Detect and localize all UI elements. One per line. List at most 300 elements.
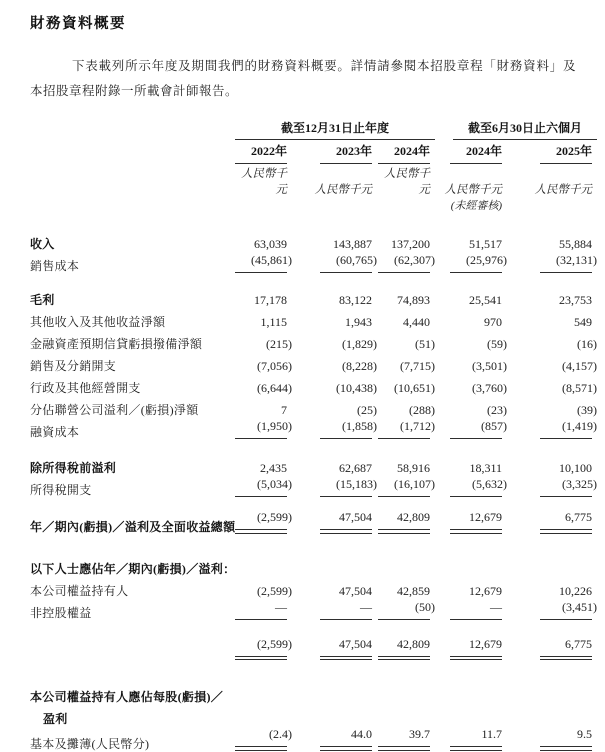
cell-value: [292, 396, 377, 418]
cell-value: [435, 577, 507, 599]
value-text: 58,916: [397, 461, 431, 475]
single-rule: [540, 272, 592, 273]
cell-value: [377, 555, 435, 577]
year-label: 2025年: [556, 144, 593, 158]
unit-label: 人民幣千元: [241, 168, 287, 196]
column-group-row: [30, 119, 597, 140]
single-rule: [320, 272, 372, 273]
unaudited-label: (未經審核): [450, 200, 503, 212]
value-text: 63,039: [254, 237, 287, 251]
value-text: 17,178: [254, 293, 287, 307]
double-rule: [378, 746, 430, 751]
year-header-cell: [435, 140, 507, 165]
double-rule: [235, 746, 287, 751]
single-rule: [450, 438, 502, 439]
cell-value: [292, 705, 377, 727]
value-text: 137,200: [391, 237, 431, 251]
year-header-cell: [507, 140, 597, 165]
value-text: 4,440: [403, 315, 431, 329]
empty-cell: [30, 140, 235, 165]
row-label: 除所得稅前溢利: [30, 461, 117, 475]
value-text: (1,419): [562, 419, 598, 433]
cell-value: [435, 637, 507, 662]
value-text: 10,226: [559, 583, 593, 598]
double-rule: [235, 656, 287, 661]
value-text: —: [490, 599, 503, 614]
value-text: 23,753: [559, 293, 593, 307]
value-text: (3,451): [562, 599, 598, 614]
value-text: 44.0: [351, 727, 372, 741]
unit-cell: [377, 165, 435, 197]
value-text: (1,712): [400, 419, 436, 433]
single-rule: [378, 438, 430, 439]
row-label: 毛利: [30, 293, 55, 307]
value-text: 25,541: [469, 293, 503, 307]
single-rule: [450, 272, 502, 273]
table-row: [30, 308, 597, 330]
cell-value: [507, 683, 597, 705]
value-text: (5,034): [257, 477, 292, 491]
value-text: (8,228): [342, 359, 377, 373]
unit-cell: [507, 165, 597, 197]
single-rule: [540, 438, 592, 439]
single-rule: [235, 619, 287, 620]
cell-value: [377, 330, 435, 352]
unit-label: 人民幣千元: [384, 168, 431, 196]
cell-value: [235, 683, 292, 705]
row-label: 年／期內(虧損)／溢利及全面收益總額: [30, 519, 236, 534]
cell-value: [507, 727, 597, 752]
unaudited-note-row: [30, 197, 597, 213]
value-text: (1,858): [342, 419, 377, 433]
value-text: (1,950): [257, 419, 292, 433]
value-text: 12,679: [469, 636, 503, 651]
cell-value: [435, 230, 507, 252]
spacer-row: [30, 621, 597, 637]
value-text: (51): [415, 337, 436, 351]
value-text: 12,679: [469, 510, 503, 524]
cell-value: [507, 510, 597, 535]
cell-value: [435, 555, 507, 577]
table-row: [30, 352, 597, 374]
single-rule: [235, 272, 287, 273]
table-row: [30, 727, 597, 752]
cell-value: [377, 352, 435, 374]
empty-cell: [30, 197, 235, 213]
single-rule: [378, 496, 430, 497]
unit-cell: [435, 165, 507, 197]
table-row: [30, 599, 597, 621]
spacer-cell: [30, 535, 597, 555]
cell-value: [235, 352, 292, 374]
cell-value: [377, 396, 435, 418]
cell-value: [235, 418, 292, 440]
cell-value: [377, 286, 435, 308]
value-text: (2,599): [257, 636, 292, 651]
value-text: 39.7: [409, 727, 431, 741]
cell-value: [235, 599, 292, 621]
cell-value: [507, 374, 597, 396]
value-text: (288): [409, 403, 436, 417]
cell-value: [507, 252, 597, 274]
currency-unit-row: [30, 165, 597, 197]
cell-value: [435, 476, 507, 498]
row-label: 其他收入及其他收益淨額: [30, 315, 166, 329]
year-header-cell: [235, 140, 292, 165]
row-label: [30, 637, 235, 662]
value-text: 47,504: [339, 636, 372, 651]
double-rule: [378, 656, 430, 661]
cell-value: [507, 454, 597, 476]
value-text: 1,943: [345, 315, 372, 329]
table-row: [30, 396, 597, 418]
cell-value: [235, 230, 292, 252]
single-rule: [378, 272, 430, 273]
cell-value: [235, 286, 292, 308]
cell-value: [235, 510, 292, 535]
cell-value: [235, 374, 292, 396]
cell-value: [507, 705, 597, 727]
single-rule: [540, 619, 592, 620]
cell-value: [435, 705, 507, 727]
value-text: (3,760): [472, 381, 508, 395]
value-text: (3,501): [472, 359, 508, 373]
value-text: 18,311: [469, 461, 503, 475]
value-text: 6,775: [565, 510, 593, 524]
table-row: [30, 418, 597, 440]
cell-value: [235, 727, 292, 752]
cell-value: [377, 683, 435, 705]
table-row: [30, 252, 597, 274]
value-text: —: [275, 599, 287, 614]
value-text: 42,809: [397, 510, 431, 524]
cell-value: [377, 454, 435, 476]
single-rule: [320, 438, 372, 439]
note-cell: [435, 197, 507, 213]
value-text: 970: [484, 315, 503, 329]
value-text: 143,887: [333, 237, 372, 251]
row-label: 銷售及分銷開支: [30, 359, 117, 373]
year-header-cell: [292, 140, 377, 165]
double-rule: [450, 746, 502, 751]
cell-value: [377, 308, 435, 330]
cell-value: [435, 352, 507, 374]
cell-value: [435, 330, 507, 352]
double-rule: [378, 529, 430, 534]
double-rule: [320, 656, 372, 661]
cell-value: [507, 352, 597, 374]
value-text: 1,115: [260, 315, 287, 329]
year-label: 2024年: [466, 144, 503, 158]
cell-value: [377, 476, 435, 498]
row-label: 基本及攤薄(人民幣分): [30, 736, 150, 751]
note-cell: [235, 197, 292, 213]
column-underline: [320, 163, 372, 164]
value-text: (25): [357, 403, 377, 417]
value-text: (23): [487, 403, 508, 417]
year-label: 2022年: [250, 144, 287, 158]
single-rule: [235, 438, 287, 439]
row-label: 融資成本: [30, 425, 80, 439]
row-label: 行政及其他經營開支: [30, 381, 141, 395]
table-row: [30, 637, 597, 662]
double-rule: [450, 529, 502, 534]
cell-value: [507, 577, 597, 599]
single-rule: [540, 496, 592, 497]
spacer-row: [30, 274, 597, 286]
double-rule: [320, 746, 372, 751]
cell-value: [377, 252, 435, 274]
table-row: [30, 286, 597, 308]
cell-value: [377, 577, 435, 599]
spacer-row: [30, 661, 597, 683]
column-group-label: 截至6月30日止六個月: [468, 121, 583, 135]
cell-value: [435, 252, 507, 274]
cell-value: [235, 252, 292, 274]
cell-value: [292, 555, 377, 577]
unit-label: 人民幣千元: [314, 184, 372, 196]
table-row: [30, 230, 597, 252]
cell-value: [377, 418, 435, 440]
single-rule: [450, 496, 502, 497]
value-text: 55,884: [559, 237, 593, 251]
table-row: [30, 555, 597, 577]
spacer-cell: [30, 661, 597, 683]
cell-value: [235, 555, 292, 577]
empty-cell: [30, 119, 235, 140]
value-text: 10,100: [559, 461, 593, 475]
header-spacer-row: [30, 213, 597, 230]
cell-value: [292, 476, 377, 498]
value-text: 7: [281, 403, 287, 417]
cell-value: [292, 252, 377, 274]
note-cell: [292, 197, 377, 213]
single-rule: [378, 619, 430, 620]
value-text: (3,325): [562, 477, 598, 491]
row-label: 銷售成本: [30, 259, 80, 273]
column-underline: [235, 163, 287, 164]
cell-value: [507, 230, 597, 252]
value-text: (7,056): [257, 359, 292, 373]
cell-value: [377, 599, 435, 621]
single-rule: [320, 496, 372, 497]
cell-value: [435, 454, 507, 476]
column-group-annual: [235, 119, 435, 140]
cell-value: [507, 286, 597, 308]
cell-value: [292, 374, 377, 396]
cell-value: [235, 637, 292, 662]
value-text: (62,307): [394, 253, 436, 267]
cell-value: [377, 230, 435, 252]
value-text: (4,157): [562, 359, 598, 373]
cell-value: [435, 286, 507, 308]
value-text: 11.7: [481, 727, 503, 741]
spacer-cell: [30, 621, 597, 637]
financial-summary-table: [30, 119, 597, 752]
cell-value: [377, 705, 435, 727]
cell-value: [292, 230, 377, 252]
cell-value: [292, 308, 377, 330]
page-title: 財務資料概要: [30, 16, 126, 32]
cell-value: [377, 637, 435, 662]
value-text: (215): [266, 337, 292, 351]
value-text: (6,644): [257, 381, 292, 395]
double-rule: [540, 529, 592, 534]
value-text: (16): [577, 337, 598, 351]
value-text: (7,715): [400, 359, 436, 373]
table-row: [30, 683, 597, 705]
double-rule: [540, 746, 592, 751]
value-text: —: [360, 599, 372, 614]
spacer-cell: [30, 274, 597, 286]
unit-cell: [292, 165, 377, 197]
note-cell: [377, 197, 435, 213]
value-text: (1,829): [342, 337, 377, 351]
value-text: (25,976): [466, 253, 508, 267]
unit-label: 人民幣千元: [444, 184, 503, 196]
cell-value: [292, 352, 377, 374]
year-header-row: [30, 140, 597, 165]
cell-value: [435, 727, 507, 752]
double-rule: [450, 656, 502, 661]
single-rule: [450, 619, 502, 620]
value-text: 74,893: [397, 293, 431, 307]
cell-value: [435, 308, 507, 330]
value-text: (16,107): [394, 477, 436, 491]
column-group-interim: [435, 119, 597, 140]
table-row: [30, 705, 597, 727]
column-group-label: 截至12月31日止年度: [281, 121, 390, 135]
cell-value: [507, 555, 597, 577]
year-header-cell: [377, 140, 435, 165]
value-text: (8,571): [562, 381, 598, 395]
value-text: (32,131): [556, 253, 598, 267]
value-text: (15,183): [336, 477, 377, 491]
cell-value: [435, 510, 507, 535]
cell-value: [235, 476, 292, 498]
value-text: 12,679: [469, 583, 503, 598]
table-row: [30, 577, 597, 599]
value-text: (10,651): [394, 381, 436, 395]
column-underline: [450, 163, 502, 164]
cell-value: [292, 637, 377, 662]
table-row: [30, 330, 597, 352]
row-label: 收入: [30, 237, 55, 251]
cell-value: [435, 396, 507, 418]
spacer-row: [30, 535, 597, 555]
table-row: [30, 454, 597, 476]
value-text: (50): [415, 599, 436, 614]
value-text: (2,599): [257, 510, 292, 524]
year-label: 2023年: [335, 144, 372, 158]
double-rule: [320, 529, 372, 534]
intro-paragraph: 下表載列所示年度及期間我們的財務資料概要。詳情請參閱本招股章程「財務資料」及本招股章程附錄一所載會計師報告。: [30, 59, 576, 98]
double-rule: [540, 656, 592, 661]
cell-value: [292, 510, 377, 535]
spacer-cell: [30, 498, 597, 510]
value-text: 51,517: [469, 237, 503, 251]
cell-value: [292, 330, 377, 352]
row-label: 本公司權益持有人: [30, 583, 129, 598]
cell-value: [507, 418, 597, 440]
cell-value: [292, 599, 377, 621]
value-text: (5,632): [472, 477, 508, 491]
value-text: (59): [487, 337, 508, 351]
cell-value: [377, 727, 435, 752]
unit-label: 人民幣千元: [534, 184, 593, 196]
value-text: (60,765): [336, 253, 377, 267]
cell-value: [507, 599, 597, 621]
table-row: [30, 476, 597, 498]
cell-value: [507, 308, 597, 330]
row-label: 金融資產預期信貸虧損撥備淨額: [30, 337, 203, 351]
cell-value: [235, 308, 292, 330]
cell-value: [235, 396, 292, 418]
column-underline: [540, 163, 592, 164]
value-text: 9.5: [577, 727, 593, 741]
spacer-row: [30, 440, 597, 454]
cell-value: [435, 599, 507, 621]
cell-value: [507, 476, 597, 498]
value-text: (2.4): [269, 727, 292, 741]
single-rule: [320, 619, 372, 620]
empty-cell: [30, 165, 235, 197]
value-text: (45,861): [251, 253, 292, 267]
value-text: (10,438): [336, 381, 377, 395]
cell-value: [507, 637, 597, 662]
value-text: (2,599): [257, 583, 292, 598]
cell-value: [507, 330, 597, 352]
row-label: 本公司權益持有人應佔每股(虧損)／: [30, 690, 224, 704]
cell-value: [292, 683, 377, 705]
cell-value: [377, 510, 435, 535]
value-text: 62,687: [339, 461, 372, 475]
value-text: 47,504: [339, 510, 372, 524]
cell-value: [377, 374, 435, 396]
cell-value: [292, 286, 377, 308]
spacer-row: [30, 498, 597, 510]
cell-value: [292, 727, 377, 752]
row-label: 分佔聯營公司溢利／(虧損)淨額: [30, 403, 199, 417]
value-text: 549: [574, 315, 593, 329]
unit-cell: [235, 165, 292, 197]
value-text: (857): [481, 419, 508, 433]
value-text: 83,122: [339, 293, 372, 307]
year-label: 2024年: [394, 144, 431, 158]
cell-value: [235, 330, 292, 352]
table-row: [30, 510, 597, 535]
value-text: 42,859: [397, 583, 431, 598]
double-rule: [235, 529, 287, 534]
cell-value: [292, 454, 377, 476]
cell-value: [507, 396, 597, 418]
value-text: 42,809: [397, 636, 431, 651]
value-text: 2,435: [260, 461, 287, 475]
cell-value: [235, 454, 292, 476]
cell-value: [435, 374, 507, 396]
value-text: 6,775: [565, 636, 593, 651]
cell-value: [292, 418, 377, 440]
row-label: 盈利: [43, 712, 68, 726]
row-label: 以下人士應佔年／期內(虧損)／溢利：: [30, 561, 236, 576]
note-cell: [507, 197, 597, 213]
cell-value: [435, 418, 507, 440]
row-label: 所得稅開支: [30, 483, 92, 497]
cell-value: [292, 577, 377, 599]
row-label: 非控股權益: [30, 605, 92, 620]
value-text: (39): [577, 403, 598, 417]
cell-value: [435, 683, 507, 705]
